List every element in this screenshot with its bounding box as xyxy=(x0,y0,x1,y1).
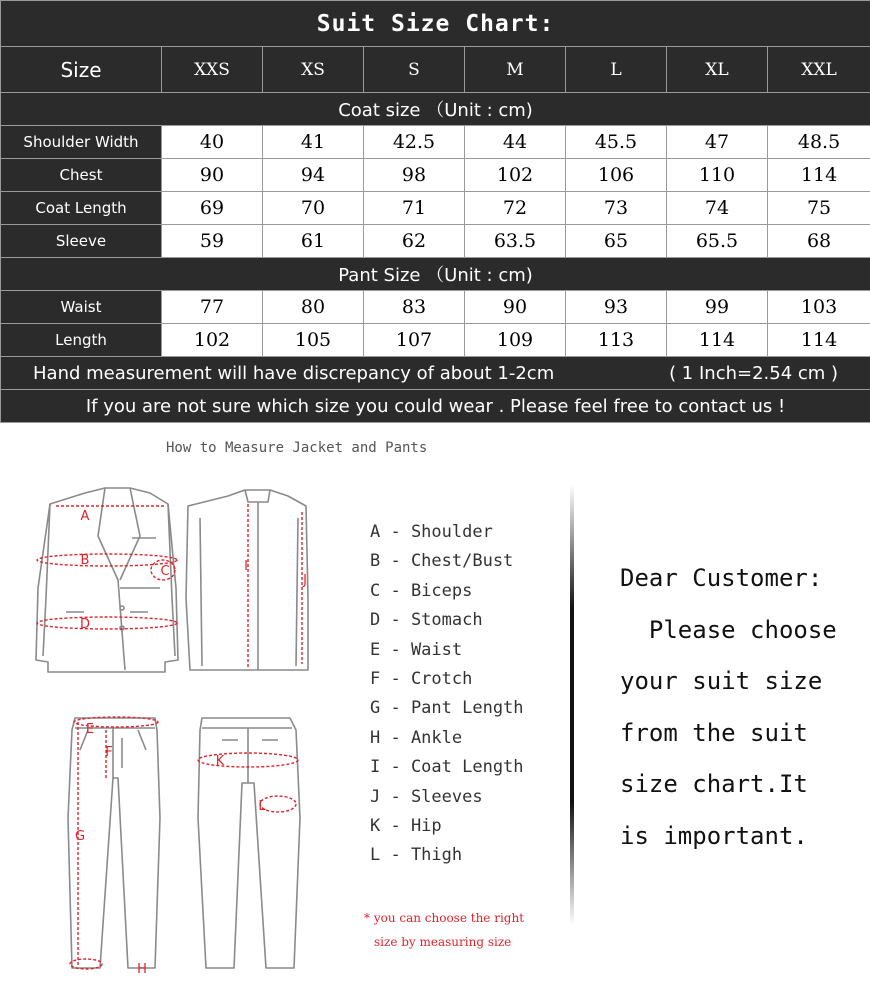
table-cell: 77 xyxy=(162,291,263,324)
figure-label-a: A xyxy=(80,509,90,524)
legend-item-crotch: F - Crotch xyxy=(370,668,473,689)
measure-guide-title: How to Measure Jacket and Pants xyxy=(166,440,428,456)
table-cell: 42.5 xyxy=(364,126,465,159)
figure-label-e: E xyxy=(85,722,95,737)
table-cell: 61 xyxy=(263,225,364,258)
table-cell: 99 xyxy=(667,291,768,324)
row-label: Coat Length xyxy=(1,192,162,225)
figure-label-h: H xyxy=(137,962,147,977)
table-cell: 48.5 xyxy=(768,126,870,159)
legend-item-thigh: L - Thigh xyxy=(370,845,463,866)
table-cell: 71 xyxy=(364,192,465,225)
table-cell: 75 xyxy=(768,192,870,225)
table-cell: 114 xyxy=(768,159,870,192)
table-cell: 90 xyxy=(465,291,566,324)
legend-item-shoulder: A - Shoulder xyxy=(370,522,493,542)
coat-section-header: Coat size （Unit : cm) xyxy=(1,93,870,126)
row-label: Chest xyxy=(1,159,162,192)
table-cell: 106 xyxy=(566,159,667,192)
row-label: Sleeve xyxy=(1,225,162,258)
inch-conversion-note: ( 1 Inch=2.54 cm ) xyxy=(669,362,839,384)
customer-message xyxy=(620,560,837,869)
table-cell: 80 xyxy=(263,291,364,324)
table-cell: 65 xyxy=(566,225,667,258)
discrepancy-note: Hand measurement will have discrepancy of about 1-2cm xyxy=(33,362,555,384)
table-row xyxy=(1,324,870,357)
jacket-back-figure xyxy=(186,490,308,670)
message-line: Please choose xyxy=(620,615,837,644)
size-header-label: Size xyxy=(1,47,162,93)
figure-label-l: L xyxy=(258,799,266,814)
table-cell: 113 xyxy=(566,324,667,357)
legend-item-biceps: C - Biceps xyxy=(370,580,473,601)
table-cell: 114 xyxy=(768,324,870,357)
figure-label-f: F xyxy=(105,745,113,760)
measurement-legend xyxy=(370,521,524,874)
table-row xyxy=(1,159,870,192)
figure-label-g: G xyxy=(74,829,86,844)
table-cell: 107 xyxy=(364,324,465,357)
size-xxl: XXL xyxy=(768,47,870,93)
figure-label-b: B xyxy=(80,553,90,568)
legend-item-sleeves: J - Sleeves xyxy=(370,786,483,807)
table-cell: 90 xyxy=(162,159,263,192)
contact-note: If you are not sure which size you could wear . Please feel free to contact us ! xyxy=(1,390,870,423)
table-cell: 102 xyxy=(162,324,263,357)
legend-item-chest: B - Chest/Bust xyxy=(370,551,514,572)
table-cell: 68 xyxy=(768,225,870,258)
table-cell: 44 xyxy=(465,126,566,159)
figure-label-i: I xyxy=(244,559,248,574)
table-cell: 41 xyxy=(263,126,364,159)
message-line: your suit size xyxy=(620,667,823,695)
figure-label-d: D xyxy=(79,617,91,632)
tip-line-1: * you can choose the right xyxy=(364,911,525,925)
legend-item-coat-length: I - Coat Length xyxy=(370,757,524,778)
table-cell: 63.5 xyxy=(465,225,566,258)
table-cell: 65.5 xyxy=(667,225,768,258)
row-label: Shoulder Width xyxy=(1,126,162,159)
figure-label-c: C xyxy=(160,564,170,579)
measurement-note-row xyxy=(1,357,870,390)
size-xl: XL xyxy=(667,47,768,93)
table-cell: 103 xyxy=(768,291,870,324)
size-s: S xyxy=(364,47,465,93)
table-cell: 47 xyxy=(667,126,768,159)
table-cell: 45.5 xyxy=(566,126,667,159)
stomach-measure-loop xyxy=(37,617,177,629)
legend-item-hip: K - Hip xyxy=(370,815,442,836)
table-cell: 110 xyxy=(667,159,768,192)
table-cell: 105 xyxy=(263,324,364,357)
row-label: Length xyxy=(1,324,162,357)
message-line: from the suit xyxy=(620,718,808,747)
message-line: Dear Customer: xyxy=(620,564,823,592)
measurement-figures xyxy=(30,478,310,988)
figure-label-k: K xyxy=(215,754,225,769)
table-cell: 93 xyxy=(566,291,667,324)
size-xxs: XXS xyxy=(162,47,263,93)
table-cell: 102 xyxy=(465,159,566,192)
legend-item-waist: E - Waist xyxy=(370,639,463,660)
size-l: L xyxy=(566,47,667,93)
table-cell: 98 xyxy=(364,159,465,192)
table-row xyxy=(1,126,870,159)
table-cell: 114 xyxy=(667,324,768,357)
message-line: size chart.It xyxy=(620,770,808,798)
suit-size-chart xyxy=(0,0,870,423)
table-cell: 109 xyxy=(465,324,566,357)
legend-item-stomach: D - Stomach xyxy=(370,610,483,631)
table-cell: 94 xyxy=(263,159,364,192)
table-cell: 69 xyxy=(162,192,263,225)
tip-line-2: size by measuring size xyxy=(374,935,512,949)
jacket-front-figure xyxy=(36,488,178,672)
size-xs: XS xyxy=(263,47,364,93)
legend-item-ankle: H - Ankle xyxy=(370,727,463,748)
table-cell: 40 xyxy=(162,126,263,159)
table-cell: 83 xyxy=(364,291,465,324)
table-cell: 72 xyxy=(465,192,566,225)
table-cell: 74 xyxy=(667,192,768,225)
table-row xyxy=(1,225,870,258)
figure-label-j: J xyxy=(303,573,307,588)
table-row xyxy=(1,291,870,324)
chart-title: Suit Size Chart: xyxy=(1,1,870,47)
table-row xyxy=(1,192,870,225)
table-cell: 59 xyxy=(162,225,263,258)
table-cell: 62 xyxy=(364,225,465,258)
message-line: is important. xyxy=(620,821,808,850)
pant-section-header: Pant Size （Unit : cm) xyxy=(1,258,870,291)
table-cell: 70 xyxy=(263,192,364,225)
vertical-divider xyxy=(570,485,574,925)
table-cell: 73 xyxy=(566,192,667,225)
size-m: M xyxy=(465,47,566,93)
legend-item-pant-length: G - Pant Length xyxy=(370,698,524,719)
measuring-tip xyxy=(364,906,564,954)
row-label: Waist xyxy=(1,291,162,324)
